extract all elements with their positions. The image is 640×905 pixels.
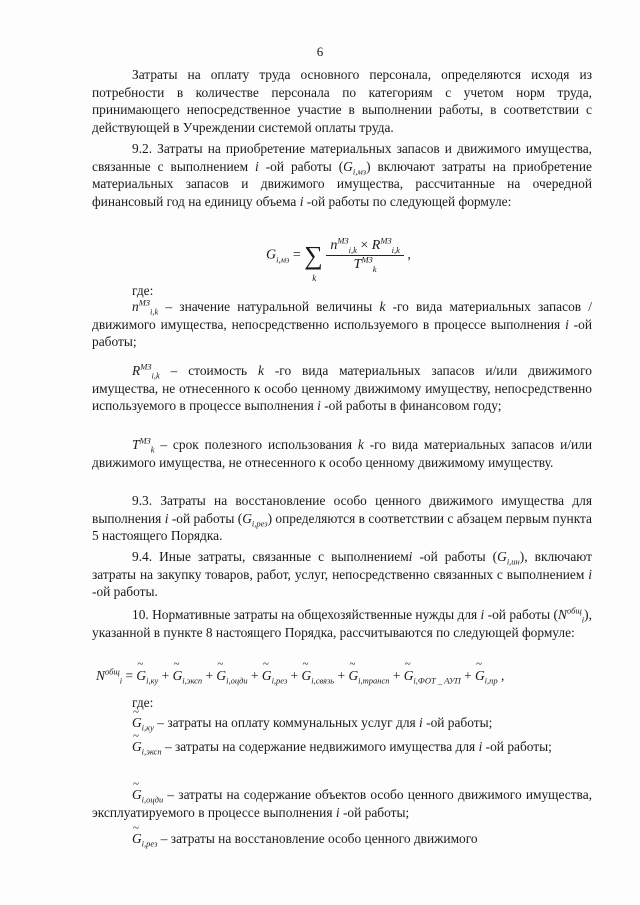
where-label: где: bbox=[132, 283, 154, 298]
formula-g-mz: $G_{i,мз}$ = ∑ k $\frac{n^{МЗ}_{i,k} \times R^{МЗ}_{i,k}}{T^{МЗ}_k}$ , bbox=[266, 235, 411, 283]
sum-sign: ∑ k bbox=[304, 240, 323, 283]
def-t: $T^{МЗ}_k$ – срок полезного использования k -го вида материальных запасов и/или движимого имущества, не отнесенного к особо ценному движимому имуществу. bbox=[92, 435, 592, 470]
para-9-2: 9.2. Затраты на приобретение материальных запасов и движимого имущества, связанные с выполнением i -ой работы $(G_{i,мз})$ включают затраты на приобретение материальных запасов и движимого имущества, рассчитанные на очередной финансовый год на единицу объема i -ой работы по следующей формуле: bbox=[92, 141, 592, 209]
formula-n-obsh: $N^{общ}_i$ = ~ $G_{i,ку}$ + ~ $G_{i,эксп}$ + ~ $G_{i,оцди}$ + ~ $G_{i,рез}$ + ~ $G_{i,связь}$ + ~ $G_{i,трансп}$ + ~ $G_{i,ФОТ \_ АУП}$ + ~ $G_{i,пр}$ , bbox=[96, 668, 504, 684]
def-g-rez: ~ $G_{i,рез}$ – затраты на восстановление особо ценного движимого bbox=[92, 830, 592, 848]
def-g-ku: ~ $G_{i,ку}$ – затраты на оплату коммунальных услуг для i -ой работы; bbox=[92, 714, 592, 732]
def-n: $n^{МЗ}_{i,k}$ – значение натуральной величины k -го вида материальных запасов / движимого имущества, непосредственно используемого в процессе выполнения i -ой работы; bbox=[92, 297, 592, 350]
para-9-4: 9.4. Иные затраты, связанные с выполнениемi -ой работы $(G_{i,ин})$, включают затраты на закупку товаров, работ, услуг, непосредственно связанных с выполнением i -ой работы. bbox=[92, 549, 592, 600]
para-10: 10. Нормативные затраты на общехозяйственные нужды для i -ой работы $(N^{общ}_i)$, указанной в пункте 8 настоящего Порядка, рассчитываются по следующей формуле: bbox=[92, 605, 592, 640]
def-g-otsdi: ~ $G_{i,оцди}$ – затраты на содержание объектов особо ценного движимого имущества, эксплуатируемого в процессе выполнения i -ой работы; bbox=[92, 786, 592, 821]
def-g-eksp: ~ $G_{i,эксп}$ – затраты на содержание недвижимого имущества для i -ой работы; bbox=[92, 738, 592, 756]
page-number: 6 bbox=[316, 44, 324, 59]
para-text: Затраты на оплату труда основного персонала, определяются исходя из потребности в количестве персонала по категориям с учетом норм труда, принимающего непосредственное участие в выполнении работы, в соответствии с действующей в Учреждении системой оплаты труда. bbox=[92, 67, 592, 135]
def-r: $R^{МЗ}_{i,k}$ – стоимость k -го вида материальных запасов и/или движимого имущества, не отнесенного к особо ценному движимому имуществу, непосредственно используемого в процессе выполнения i -ой работы в финансовом году; bbox=[92, 361, 592, 414]
para-labor-costs bbox=[92, 66, 592, 136]
where-label-2: где: bbox=[132, 695, 154, 710]
para-9-3: 9.3. Затраты на восстановление особо ценного движимого имущества для выполнения i -ой работы $(G_{i,рез})$ определяются в соответствии с абзацем первым пункта 5 настоящего Порядка. bbox=[92, 493, 592, 544]
